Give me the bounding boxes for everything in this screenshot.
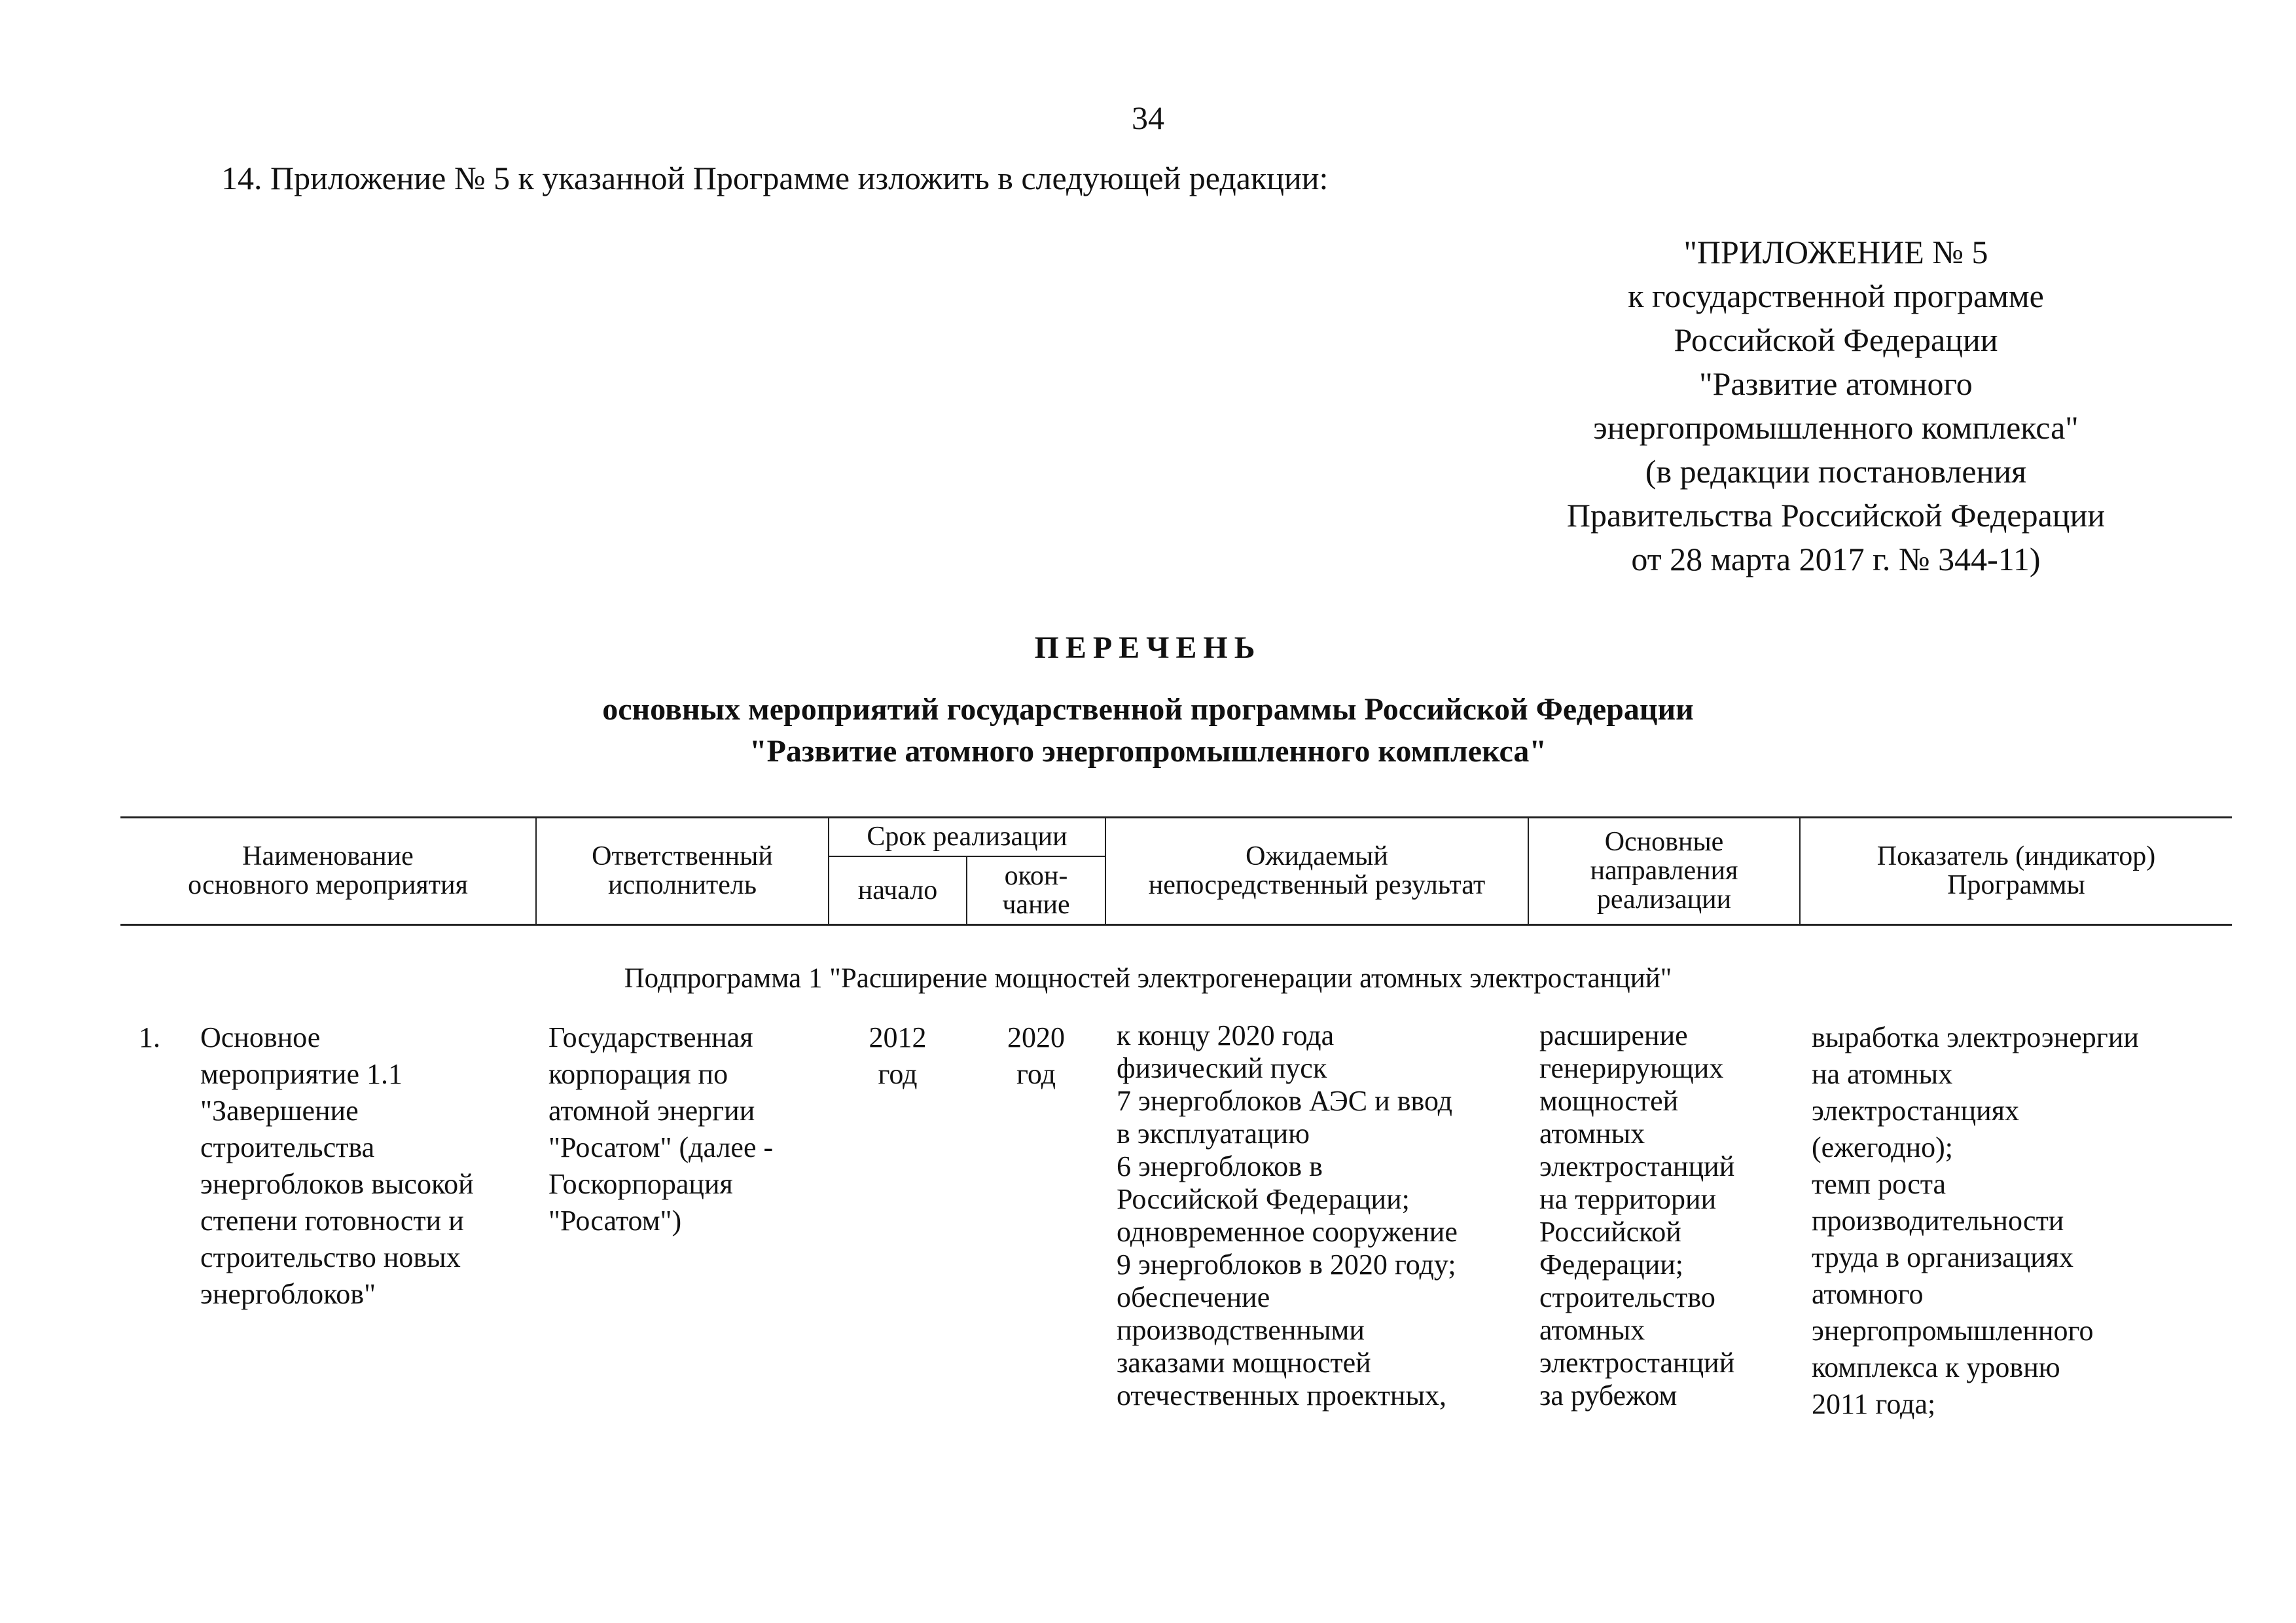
cell-expected-result: к концу 2020 года физический пуск 7 энергоблоков АЭС и ввод в эксплуатацию 6 энергоблоков в Российской Федерации; одновременное сооружение 9 энергоблоков в 2020 году; обеспечение производственными заказами мощностей отечественных проектных, [1117, 1019, 1458, 1412]
cell-end-year: 2020 год [1007, 1021, 1065, 1090]
subtitle-line: "Развитие атомного энергопромышленного комплекса" [749, 734, 1547, 769]
header-line: Ответственный [592, 841, 773, 871]
row-number: 1. [139, 1021, 160, 1053]
header-line: основного мероприятия [188, 870, 468, 900]
header-line: Программы [1947, 870, 2085, 900]
cell-start-year: 2012 год [869, 1021, 927, 1090]
appendix-line: энергопромышленного комплекса" [1593, 409, 2079, 446]
header-line: реализации [1596, 884, 1732, 915]
header-line: исполнитель [607, 870, 757, 900]
header-executor [537, 818, 828, 923]
appendix-line: (в редакции постановления [1645, 453, 2027, 490]
header-line: Показатель (индикатор) [1876, 841, 2156, 871]
cell-directions: расширение генерирующих мощностей атомных электростанций на территории Российской Федерации; строительство атомных электростанций за рубежом [1539, 1019, 1735, 1412]
appendix-line: "ПРИЛОЖЕНИЕ № 5 [1683, 234, 1988, 270]
header-start: начало [857, 875, 938, 905]
appendix-line: Российской Федерации [1674, 321, 1998, 358]
header-line: направления [1590, 856, 1738, 886]
appendix-line: к государственной программе [1628, 278, 2044, 314]
header-line: чание [1002, 890, 1070, 920]
document-subtitle [0, 689, 2296, 773]
header-directions [1529, 818, 1799, 923]
instruction-text: 14. Приложение № 5 к указанной Программе изложить в следующей редакции: [221, 160, 1329, 196]
cell-activity-name: Основное мероприятие 1.1 "Завершение строительства энергоблоков высокой степени готовности и строительство новых энергоблоков" [200, 1021, 474, 1310]
header-line: Ожидаемый [1246, 841, 1388, 871]
header-period: Срок реализации [867, 822, 1067, 852]
cell-indicator: выработка электроэнергии на атомных электростанциях (ежегодно); темп роста производительности труда в организациях атомного энергопромышленного комплекса к уровню 2011 года; [1812, 1021, 2139, 1420]
table-header-bottom-rule [120, 924, 2232, 926]
appendix-stamp [1486, 230, 2186, 581]
header-line: Наименование [242, 841, 414, 871]
subprogram-heading: Подпрограмма 1 "Расширение мощностей электрогенерации атомных электростанций" [624, 963, 1672, 994]
appendix-line: от 28 марта 2017 г. № 344-11) [1631, 541, 2041, 577]
header-activity-name [120, 818, 535, 923]
page-number: 34 [1132, 100, 1164, 136]
header-line: окон- [1004, 861, 1068, 891]
appendix-line: Правительства Российской Федерации [1566, 497, 2106, 534]
header-line: непосредственный результат [1148, 870, 1486, 900]
header-end [967, 858, 1105, 923]
header-expected-result [1106, 818, 1528, 923]
header-indicator [1801, 818, 2232, 923]
cell-executor: Государственная корпорация по атомной энергии "Росатом" (далее - Госкорпорация "Росатом") [548, 1021, 774, 1237]
appendix-line: "Развитие атомного [1699, 365, 1973, 402]
document-title: ПЕРЕЧЕНЬ [1034, 630, 1262, 665]
header-line: Основные [1604, 827, 1724, 857]
subtitle-line: основных мероприятий государственной программы Российской Федерации [602, 692, 1694, 727]
